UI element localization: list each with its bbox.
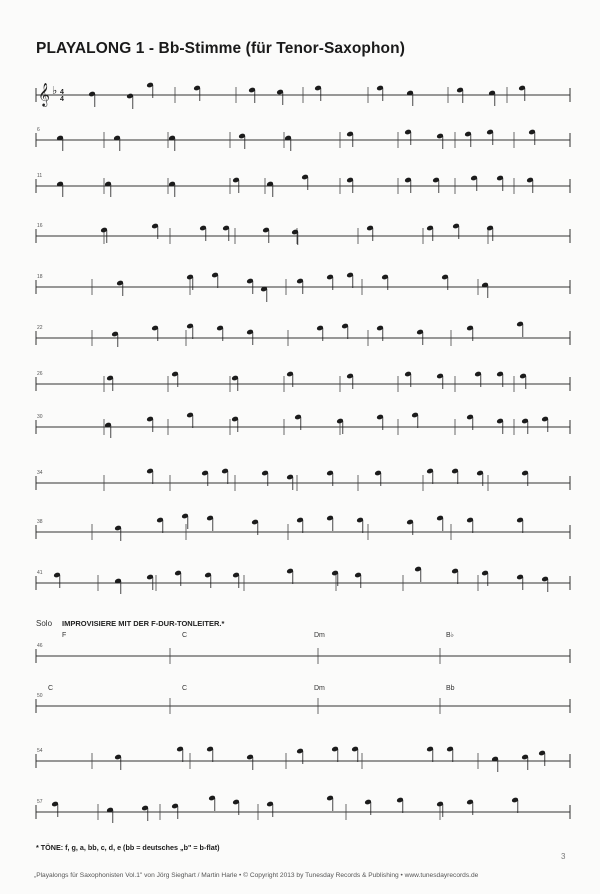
measure-number: 26 [37, 371, 43, 377]
solo-instruction: IMPROVISIERE MIT DER F-DUR-TONLEITER.* [62, 619, 225, 628]
measure-number: 11 [37, 173, 43, 179]
measure-number: 22 [37, 325, 43, 331]
measure-number: 30 [37, 414, 43, 420]
measure-number: 6 [37, 127, 40, 133]
measure-number: 38 [37, 519, 43, 525]
measure-number: 57 [37, 799, 43, 805]
measure-number: 54 [37, 748, 43, 754]
chord-symbol: C [48, 685, 54, 692]
solo-label: Solo [36, 619, 53, 628]
chord-symbol: C [182, 632, 188, 639]
page-title: PLAYALONG 1 - Bb-Stimme (für Tenor-Saxophon) [36, 40, 405, 57]
measure-number: 16 [37, 223, 43, 229]
chord-symbol: F [62, 632, 67, 639]
page-number: 3 [561, 852, 566, 861]
chord-symbol: Bb [446, 685, 455, 692]
treble-clef: 𝄞 [38, 82, 50, 106]
chord-symbol: Dm [314, 632, 325, 639]
measure-number: 34 [37, 470, 43, 476]
chord-symbol: Dm [314, 685, 325, 692]
flat-key-signature: ♭ [52, 84, 58, 97]
chord-symbol: B♭ [446, 632, 454, 639]
measure-number: 18 [37, 274, 43, 280]
footnote: * TÖNE: f, g, a, bb, c, d, e (bb = deutsches „b" = b-flat) [36, 843, 220, 852]
time-signature-bottom: 4 [60, 96, 64, 103]
time-signature-top: 4 [60, 89, 64, 96]
measure-number: 46 [37, 643, 43, 649]
measure-number: 41 [37, 570, 43, 576]
chord-symbol: C [182, 685, 188, 692]
copyright-line: „Playalongs für Saxophonisten Vol.1" von Jörg Sieghart / Martin Harle • © Copyright 2013 by Tunesday Records & Publishing • www.tunesdayrecords.de [34, 872, 479, 879]
measure-number: 50 [37, 693, 43, 699]
